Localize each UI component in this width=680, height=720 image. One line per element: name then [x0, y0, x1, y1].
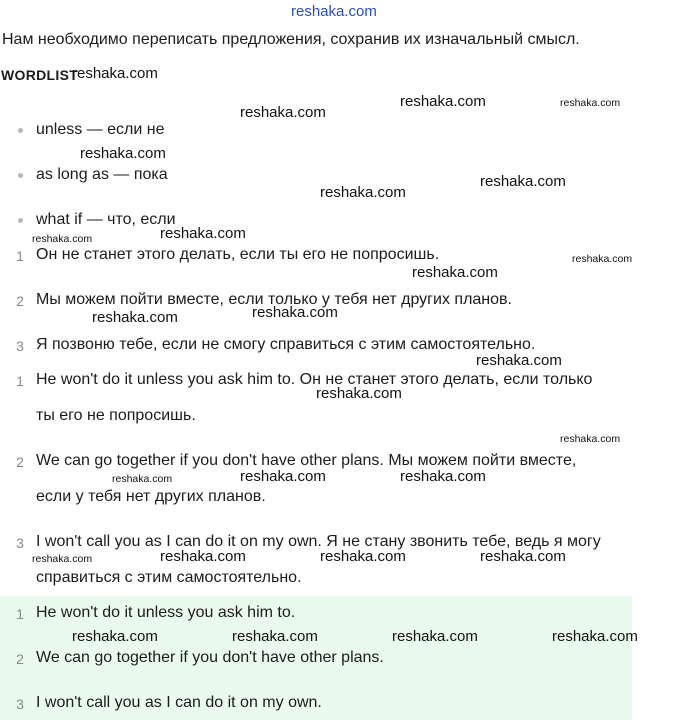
- watermark: reshaka.com: [552, 628, 638, 645]
- watermark: reshaka.com: [232, 628, 318, 645]
- task-sentence: Я позвоню тебе, если не смогу справиться с этим самостоятельно.: [36, 336, 536, 353]
- task-sentence: Мы можем пойти вместе, если только у тебя нет других планов.: [36, 291, 512, 308]
- watermark: reshaka.com: [240, 104, 326, 121]
- watermark: reshaka.com: [252, 304, 338, 321]
- watermark: reshaka.com: [412, 264, 498, 281]
- list-number: 1: [16, 606, 24, 622]
- explanation-line: I won't call you as I can do it on my own. Я не стану звонить тебе, ведь я могу: [36, 533, 601, 550]
- watermark: reshaka.com: [72, 628, 158, 645]
- watermark: reshaka.com: [476, 352, 562, 369]
- watermark: reshaka.com: [92, 309, 178, 326]
- watermark: reshaka.com: [112, 473, 173, 485]
- watermark: reshaka.com: [572, 253, 633, 265]
- explanation-line: He won't do it unless you ask him to. Он не станет этого делать, если только: [36, 371, 593, 388]
- watermark: reshaka.com: [320, 184, 406, 201]
- task-sentence: Он не станет этого делать, если ты его не попросишь.: [36, 246, 440, 263]
- watermark: reshaka.com: [240, 468, 326, 485]
- explanation-line: We can go together if you don't have other plans. Мы можем пойти вместе,: [36, 452, 577, 469]
- list-number: 2: [16, 293, 24, 309]
- list-number: 3: [16, 338, 24, 354]
- watermark: reshaka.com: [160, 225, 246, 242]
- explanation-line: справиться с этим самостоятельно.: [36, 569, 302, 586]
- watermark: reshaka.com: [560, 97, 621, 109]
- watermark: reshaka.com: [400, 468, 486, 485]
- watermark: reshaka.com: [72, 65, 158, 82]
- list-number: 2: [16, 651, 24, 667]
- wordlist-item: unless — если не: [36, 121, 165, 138]
- list-number: 3: [16, 535, 24, 551]
- watermark: reshaka.com: [32, 553, 93, 565]
- list-number: 3: [16, 696, 24, 712]
- explanation-line: ты его не попросишь.: [36, 407, 196, 424]
- wordlist-item: what if — что, если: [36, 211, 176, 228]
- bullet-icon: [18, 218, 23, 223]
- answer-sentence: We can go together if you don't have other plans.: [36, 649, 384, 666]
- wordlist-item: as long as — пока: [36, 166, 168, 183]
- bullet-icon: [18, 128, 23, 133]
- watermark: reshaka.com: [80, 145, 166, 162]
- wordlist-title: WORDLIST: [1, 67, 79, 83]
- watermark: reshaka.com: [480, 173, 566, 190]
- answer-sentence: He won't do it unless you ask him to.: [36, 604, 296, 621]
- explanation-line: если у тебя нет других планов.: [36, 488, 266, 505]
- bullet-icon: [18, 173, 23, 178]
- list-number: 1: [16, 373, 24, 389]
- answer-sentence: I won't call you as I can do it on my own.: [36, 694, 322, 711]
- watermark: reshaka.com: [560, 433, 621, 445]
- watermark: reshaka.com: [400, 93, 486, 110]
- list-number: 1: [16, 248, 24, 264]
- watermark: reshaka.com: [392, 628, 478, 645]
- watermark: reshaka.com: [160, 548, 246, 565]
- intro-text: Нам необходимо переписать предложения, сохранив их изначальный смысл.: [2, 31, 580, 48]
- watermark: reshaka.com: [320, 548, 406, 565]
- list-number: 2: [16, 454, 24, 470]
- watermark: reshaka.com: [480, 548, 566, 565]
- site-link[interactable]: reshaka.com: [291, 3, 377, 20]
- watermark: reshaka.com: [32, 233, 93, 245]
- watermark: reshaka.com: [316, 385, 402, 402]
